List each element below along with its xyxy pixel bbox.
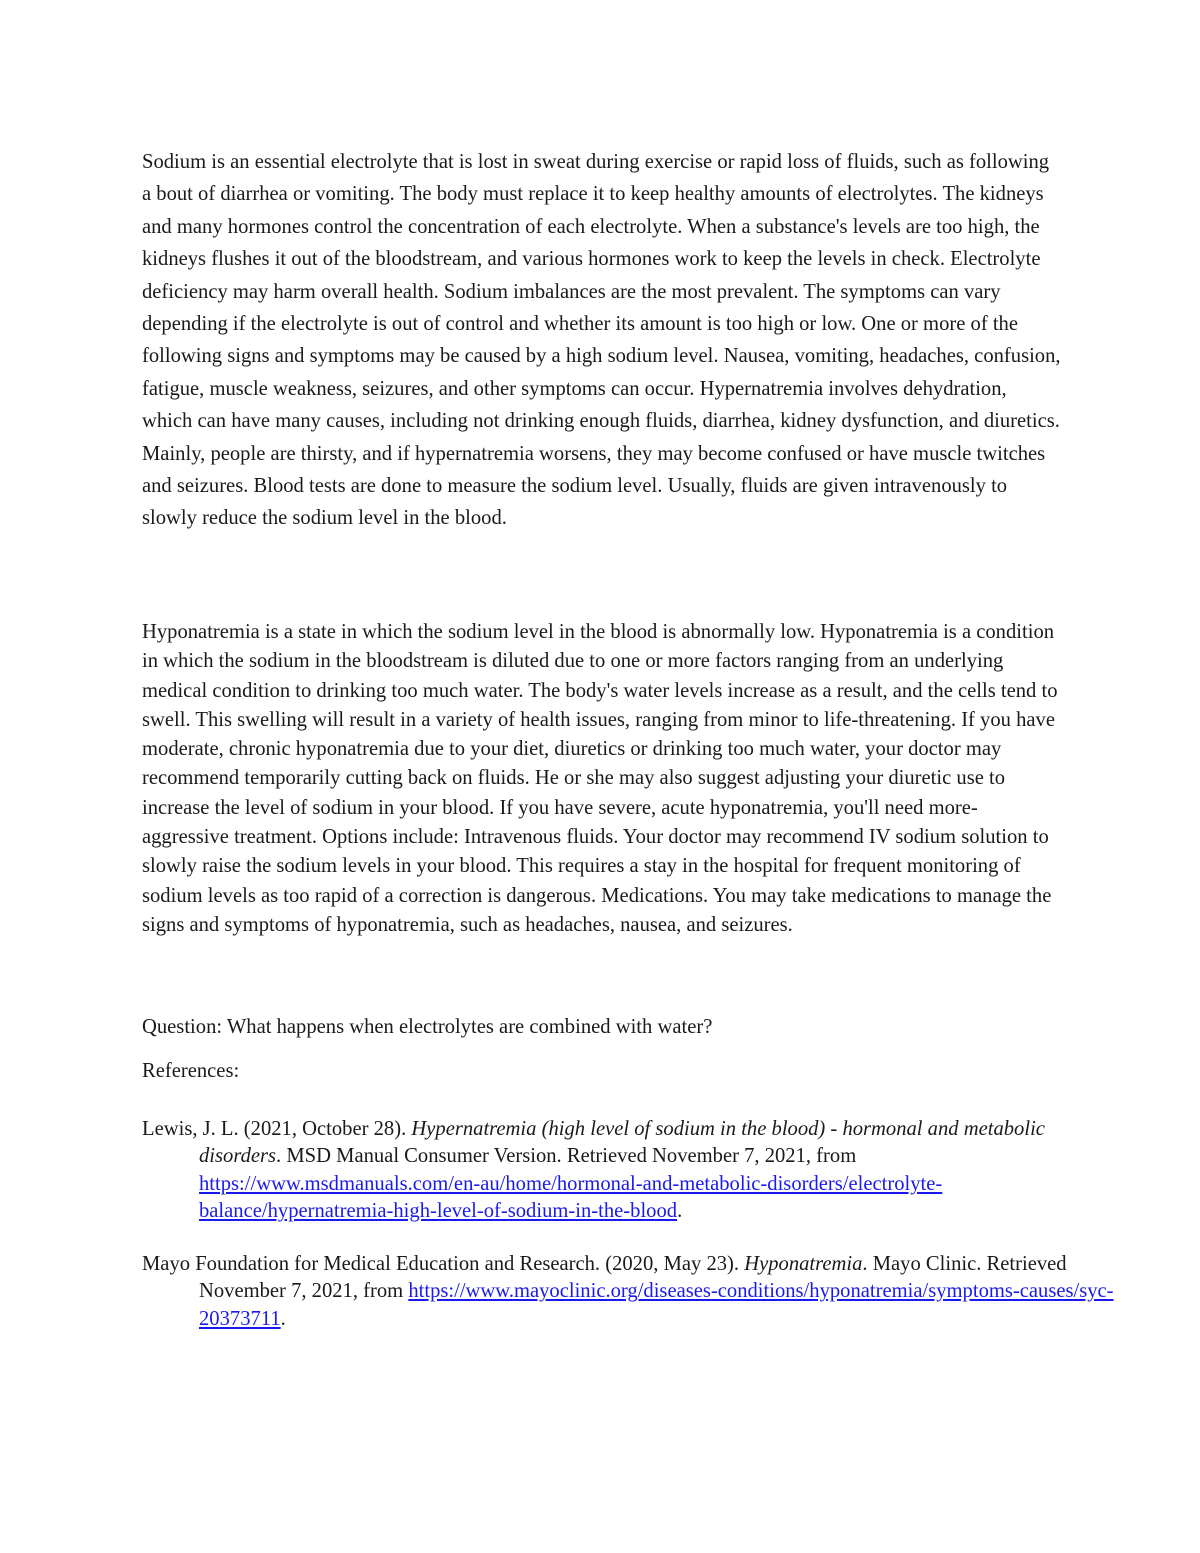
reference-source: . Mayo Clinic. Retrieved November 7, 2021, from [199, 1253, 1067, 1303]
reference-source: . MSD Manual Consumer Version. Retrieved November 7, 2021, from [276, 1145, 857, 1168]
reference-link[interactable]: https://www.msdmanuals.com/en-au/home/hormonal-and-metabolic-disorders/electrolyte-balance/hypernatremia-high-level-of-sodium-in-the-blood [199, 1172, 943, 1223]
reference-title: Hypernatremia (high level of sodium in the blood) - hormonal and metabolic disorders [199, 1118, 1045, 1168]
references-heading: References: [142, 1060, 240, 1082]
question-line: Question: What happens when electrolytes are combined with water? [142, 1016, 713, 1038]
reference-title: Hyponatremia [744, 1253, 863, 1275]
body-paragraph-sodium: Sodium is an essential electrolyte that is lost in sweat during exercise or rapid loss of fluids, such as following a bout of diarrhea or vomiting. The body must replace it to keep healthy amounts of electrolytes. The kidneys and many hormones control the concentration of each electrolyte. When a substance's levels are too high, the kidneys flushes it out of the bloodstream, and various hormones work to keep the levels in check. Electrolyte deficiency may harm overall health. Sodium imbalances are the most prevalent. The symptoms can vary depending if the electrolyte is out of control and whether its amount is too high or low. One or more of the following signs and symptoms may be caused by a high sodium level. Nausea, vomiting, headaches, confusion, fatigue, muscle weakness, seizures, and other symptoms can occur. Hypernatremia involves dehydration, which can have many causes, including not drinking enough fluids, diarrhea, kidney dysfunction, and diuretics. Mainly, people are thirsty, and if hypernatremia worsens, they may become confused or have muscle twitches and seizures. Blood tests are done to measure the sodium level. Usually, fluids are given intravenously to slowly reduce the sodium level in the blood. [142, 151, 1061, 530]
reference-end: . [280, 1307, 286, 1330]
reference-entry-lewis [142, 1116, 1119, 1226]
reference-lead: Lewis, J. L. (2021, October 28). [142, 1118, 412, 1140]
reference-end: . [677, 1200, 683, 1223]
reference-lead: Mayo Foundation for Medical Education and Research. (2020, May 23). [142, 1253, 745, 1275]
reference-link[interactable]: https://www.mayoclinic.org/diseases-conditions/hyponatremia/symptoms-causes/syc-20373711 [199, 1280, 1114, 1330]
reference-entry-mayo [142, 1251, 1119, 1333]
body-paragraph-hyponatremia: Hyponatremia is a state in which the sodium level in the blood is abnormally low. Hyponatremia is a condition in which the sodium in the bloodstream is diluted due to one or more factors ranging from an underlying medical condition to drinking too much water. The body's water levels increase as a result, and the cells tend to swell. This swelling will result in a variety of health issues, ranging from minor to life-threatening. If you have moderate, chronic hyponatremia due to your diet, diuretics or drinking too much water, your doctor may recommend temporarily cutting back on fluids. He or she may also suggest adjusting your diuretic use to increase the level of sodium in your blood. If you have severe, acute hyponatremia, you'll need more-aggressive treatment. Options include: Intravenous fluids. Your doctor may recommend IV sodium solution to slowly raise the sodium levels in your blood. This requires a stay in the hospital for frequent monitoring of sodium levels as too rapid of a correction is dangerous. Medications. You may take medications to manage the signs and symptoms of hyponatremia, such as headaches, nausea, and seizures. [142, 621, 1058, 936]
